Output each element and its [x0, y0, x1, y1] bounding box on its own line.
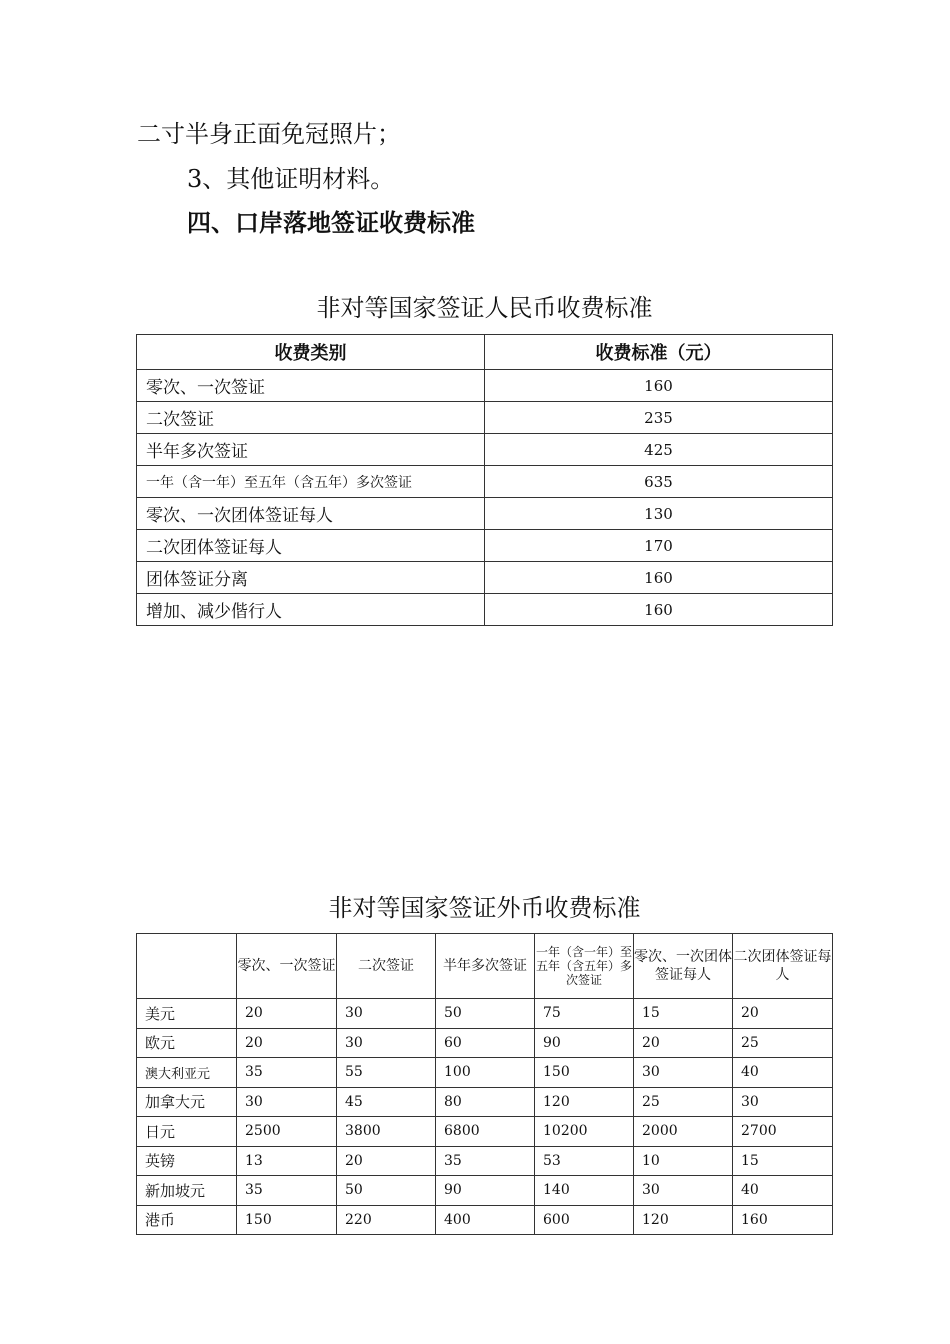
- fee-cell: 50: [337, 1176, 436, 1206]
- fee-cell: 40: [733, 1058, 833, 1088]
- column-header-one-to-five-year-multiple: 一年（含一年）至五年（含五年）多次签证: [535, 934, 634, 999]
- table-row: [137, 999, 833, 1029]
- currency-cell: 加拿大元: [137, 1087, 237, 1117]
- fee-cell: 30: [733, 1087, 833, 1117]
- currency-cell: 港币: [137, 1205, 237, 1235]
- currency-cell: 英镑: [137, 1146, 237, 1176]
- fee-cell: 53: [535, 1146, 634, 1176]
- fee-cell: 40: [733, 1176, 833, 1206]
- fee-cell: 425: [485, 434, 833, 466]
- category-cell: 半年多次签证: [137, 434, 485, 466]
- category-cell: 二次签证: [137, 402, 485, 434]
- table-row: [137, 402, 833, 434]
- fee-cell: 10: [634, 1146, 733, 1176]
- table-row: [137, 594, 833, 626]
- fee-cell: 15: [733, 1146, 833, 1176]
- table-header-row: [137, 335, 833, 370]
- column-header-single-entry: 零次、一次签证: [237, 934, 337, 999]
- fee-cell: 220: [337, 1205, 436, 1235]
- column-header-fee: 收费标准（元）: [485, 335, 833, 370]
- table-row: [137, 466, 833, 498]
- fx-table-title: 非对等国家签证外币收费标准: [328, 894, 641, 922]
- foreign-currency-fee-table: [136, 933, 833, 1235]
- fee-cell: 3800: [337, 1117, 436, 1147]
- fee-cell: 10200: [535, 1117, 634, 1147]
- fee-cell: 160: [485, 562, 833, 594]
- category-cell: 零次、一次签证: [137, 370, 485, 402]
- table-row: [137, 1028, 833, 1058]
- body-text-photo-requirement: 二寸半身正面免冠照片；: [137, 120, 401, 148]
- fee-cell: 140: [535, 1176, 634, 1206]
- fee-cell: 20: [733, 999, 833, 1029]
- fee-cell: 45: [337, 1087, 436, 1117]
- fee-cell: 2000: [634, 1117, 733, 1147]
- fee-cell: 130: [485, 498, 833, 530]
- fee-cell: 600: [535, 1205, 634, 1235]
- table-row: [137, 1087, 833, 1117]
- currency-cell: 日元: [137, 1117, 237, 1147]
- fee-cell: 20: [634, 1028, 733, 1058]
- table-row: [137, 434, 833, 466]
- fee-cell: 160: [485, 594, 833, 626]
- fee-cell: 6800: [436, 1117, 535, 1147]
- fee-cell: 120: [535, 1087, 634, 1117]
- column-header-group-single-entry: 零次、一次团体签证每人: [634, 934, 733, 999]
- fee-cell: 35: [436, 1146, 535, 1176]
- fee-cell: 635: [485, 466, 833, 498]
- fee-cell: 100: [436, 1058, 535, 1088]
- fee-cell: 25: [733, 1028, 833, 1058]
- column-header-double-entry: 二次签证: [337, 934, 436, 999]
- fee-cell: 30: [237, 1087, 337, 1117]
- section-heading: 四、口岸落地签证收费标准: [187, 209, 475, 237]
- column-header-category: 收费类别: [137, 335, 485, 370]
- fee-cell: 160: [733, 1205, 833, 1235]
- table-row: [137, 530, 833, 562]
- table-row: [137, 1117, 833, 1147]
- fee-cell: 20: [237, 999, 337, 1029]
- fee-cell: 150: [535, 1058, 634, 1088]
- table-row: [137, 1146, 833, 1176]
- column-header-half-year-multiple: 半年多次签证: [436, 934, 535, 999]
- fee-cell: 400: [436, 1205, 535, 1235]
- fee-cell: 60: [436, 1028, 535, 1058]
- fee-cell: 170: [485, 530, 833, 562]
- fee-cell: 30: [634, 1176, 733, 1206]
- fee-cell: 90: [436, 1176, 535, 1206]
- fee-cell: 30: [337, 999, 436, 1029]
- fee-cell: 75: [535, 999, 634, 1029]
- fee-cell: 80: [436, 1087, 535, 1117]
- table-header-row: [137, 934, 833, 999]
- fee-cell: 55: [337, 1058, 436, 1088]
- table-row: [137, 370, 833, 402]
- fee-cell: 13: [237, 1146, 337, 1176]
- table-row: [137, 498, 833, 530]
- currency-cell: 美元: [137, 999, 237, 1029]
- fee-cell: 235: [485, 402, 833, 434]
- table-row: [137, 562, 833, 594]
- category-cell: 零次、一次团体签证每人: [137, 498, 485, 530]
- fee-cell: 2700: [733, 1117, 833, 1147]
- body-text-other-materials: 3、其他证明材料。: [187, 165, 395, 193]
- fee-cell: 15: [634, 999, 733, 1029]
- fee-cell: 35: [237, 1176, 337, 1206]
- table-row: [137, 1058, 833, 1088]
- fee-cell: 160: [485, 370, 833, 402]
- fee-cell: 2500: [237, 1117, 337, 1147]
- fee-cell: 35: [237, 1058, 337, 1088]
- fee-cell: 25: [634, 1087, 733, 1117]
- currency-cell: 澳大利亚元: [137, 1058, 237, 1088]
- currency-cell: 新加坡元: [137, 1176, 237, 1206]
- currency-cell: 欧元: [137, 1028, 237, 1058]
- fee-cell: 150: [237, 1205, 337, 1235]
- fee-cell: 50: [436, 999, 535, 1029]
- table-row: [137, 1205, 833, 1235]
- fee-cell: 120: [634, 1205, 733, 1235]
- category-cell: 团体签证分离: [137, 562, 485, 594]
- rmb-table-title: 非对等国家签证人民币收费标准: [316, 294, 653, 322]
- column-header-group-double-entry: 二次团体签证每人: [733, 934, 833, 999]
- fee-cell: 30: [634, 1058, 733, 1088]
- fee-cell: 30: [337, 1028, 436, 1058]
- fee-cell: 20: [237, 1028, 337, 1058]
- category-cell: 二次团体签证每人: [137, 530, 485, 562]
- category-cell: 一年（含一年）至五年（含五年）多次签证: [137, 466, 485, 498]
- category-cell: 增加、减少偕行人: [137, 594, 485, 626]
- table-row: [137, 1176, 833, 1206]
- fee-cell: 20: [337, 1146, 436, 1176]
- column-header-currency: [137, 934, 237, 999]
- rmb-fee-table: [136, 334, 833, 626]
- fee-cell: 90: [535, 1028, 634, 1058]
